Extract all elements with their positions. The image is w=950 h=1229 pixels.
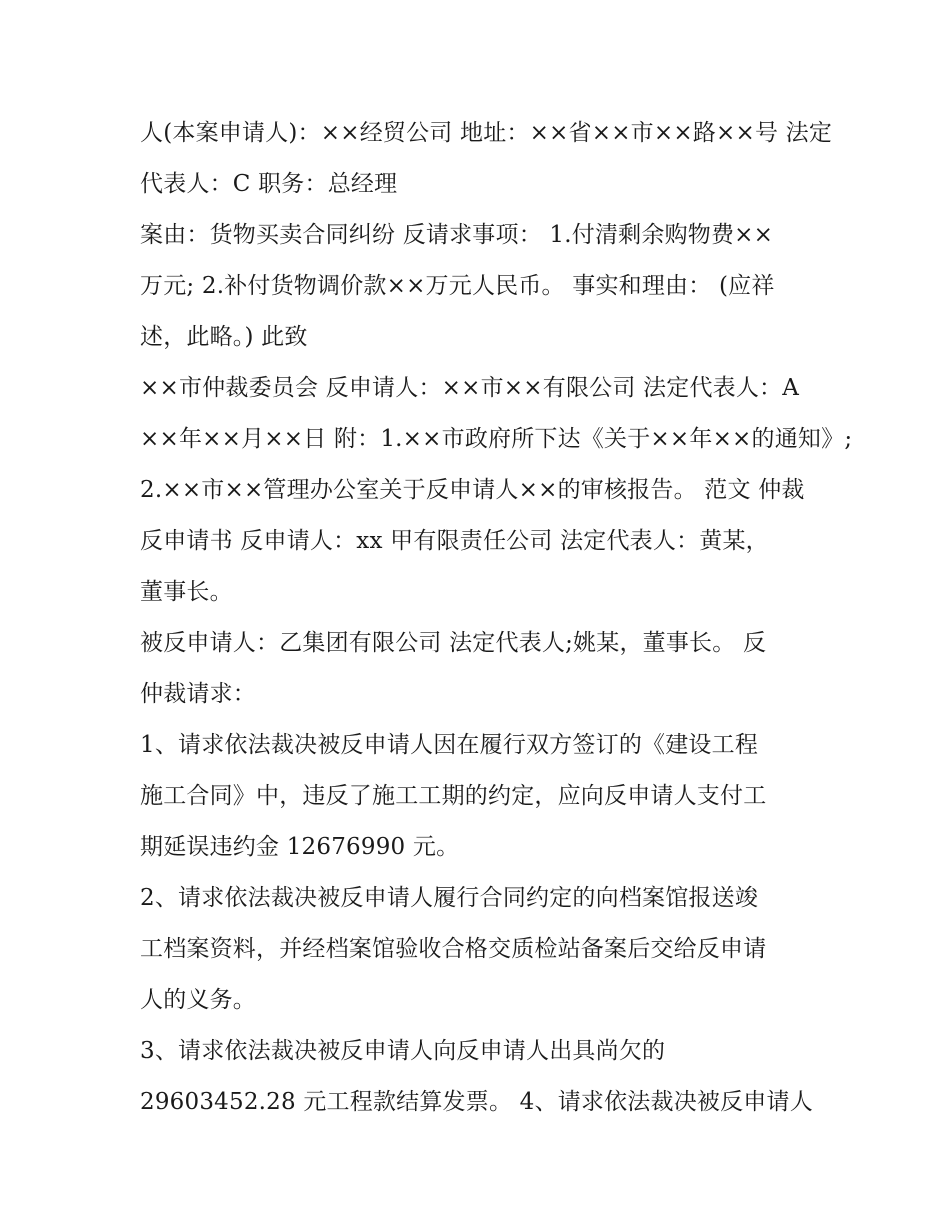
- text-line: 案由：货物买卖合同纠纷 反请求事项： 1.付清剩余购物费××: [140, 222, 774, 248]
- text-line: 2、请求依法裁决被反申请人履行合同约定的向档案馆报送竣: [140, 885, 759, 911]
- text-line: 施工合同》中，违反了施工工期的约定，应向反申请人支付工: [140, 783, 767, 809]
- text-line: 人(本案申请人)：××经贸公司 地址：××省××市××路××号 法定: [140, 120, 833, 146]
- text-line: ××年××月××日 附：1.××市政府所下达《关于××年××的通知》;: [140, 426, 853, 452]
- text-line: 3、请求依法裁决被反申请人向反申请人出具尚欠的: [140, 1038, 666, 1064]
- text-line: 人的义务。: [140, 987, 256, 1013]
- text-line: 1、请求依法裁决被反申请人因在履行双方签订的《建设工程: [140, 732, 759, 758]
- text-line: 仲裁请求：: [140, 681, 256, 707]
- text-line: 工档案资料，并经档案馆验收合格交质检站备案后交给反申请: [140, 936, 767, 962]
- text-line: 期延误违约金 12676990 元。: [140, 834, 460, 860]
- text-line: 被反申请人：乙集团有限公司 法定代表人;姚某，董事长。 反: [140, 630, 767, 656]
- text-line: 29603452.28 元工程款结算发票。 4、请求依法裁决被反申请人: [140, 1089, 813, 1115]
- text-line: ××市仲裁委员会 反申请人：××市××有限公司 法定代表人：A: [140, 375, 800, 401]
- document-body: [140, 108, 853, 1128]
- text-line: 2.××市××管理办公室关于反申请人××的审核报告。 范文 仲裁: [140, 477, 805, 503]
- text-line: 述，此略。) 此致: [140, 324, 308, 350]
- text-line: 万元; 2.补付货物调价款××万元人民币。 事实和理由： (应祥: [140, 273, 775, 299]
- text-line: 董事长。: [140, 579, 233, 605]
- text-line: 代表人：C 职务：总经理: [140, 171, 398, 197]
- text-line: 反申请书 反申请人：xx 甲有限责任公司 法定代表人：黄某，: [140, 528, 769, 554]
